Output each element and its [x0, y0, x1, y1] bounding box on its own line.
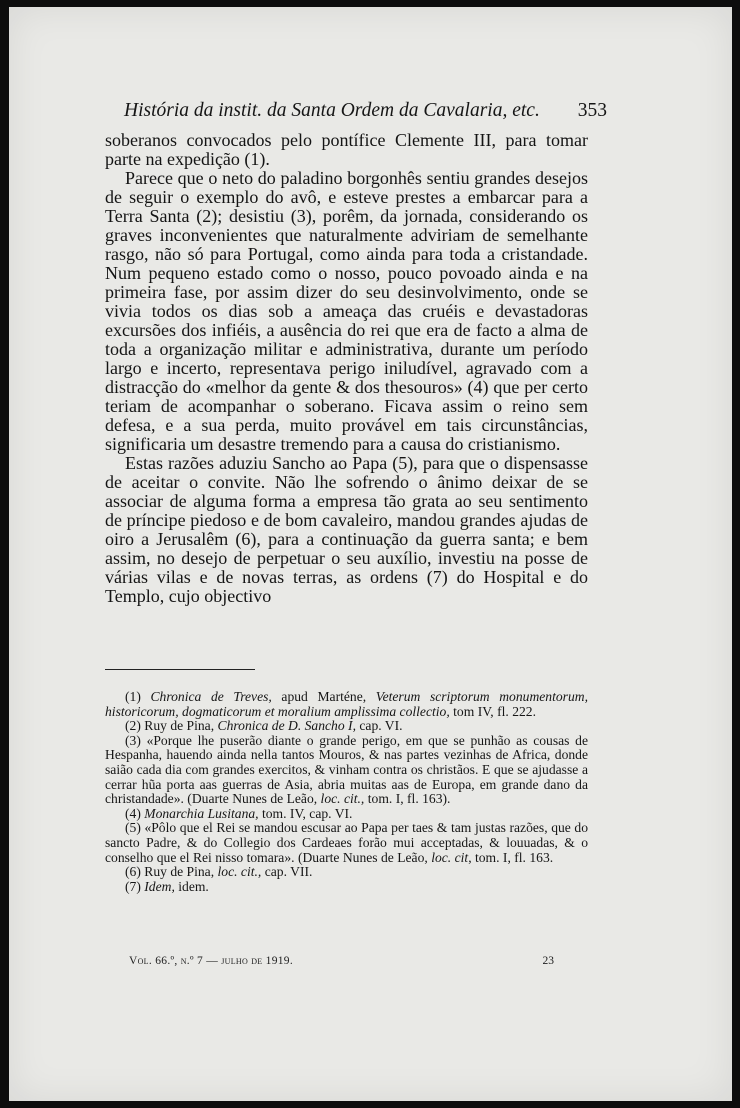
header-title: História da instit. da Santa Ordem da Cavalaria, etc. — [124, 100, 540, 121]
paragraph-3: Estas razões aduziu Sancho ao Papa (5), para que o dispensasse de aceitar o convite. Não lhe sofrendo o ânimo deixar de se associar de alguma forma a empresa tão grata ao seu sentimento de príncipe piedoso e de bom cavaleiro, mandou grandes ajudas de oiro a Jerusalêm (6), para a continuação da guerra santa; e bem assim, no desejo de perpetuar o seu auxílio, investiu na posse de várias vilas e de novas terras, as ordens (7) do Hospital e do Templo, cujo objectivo — [105, 453, 588, 606]
main-text — [105, 131, 588, 606]
paragraph-2: Parece que o neto do paladino borgonhês sentiu grandes desejos de seguir o exemplo do avô, e esteve prestes a embarcar para a Terra Santa (2); desistiu (3), porêm, da jornada, considerando os graves inconvenientes que naturalmente adviriam de semelhante rasgo, não só para Portugal, como ainda para toda a cristandade. Num pequeno estado como o nosso, pouco povoado ainda e na primeira fase, por assim dizer do seu desinvolvimento, onde se vivia todos os dias sob a ameaça das cruéis e devastadoras excursões dos infiéis, a ausência do rei que era de facto a alma de toda a organização militar e administrativa, durante um período largo e incerto, representava perigo iniludível, agravado com a distracção do «melhor da gente & dos thesouros» (4) que per certo teriam de acompanhar o soberano. Ficava assim o reino sem defesa, e a sua perda, muito provável em tais circunstâncias, significaria um desastre tremendo para a causa do cristianismo. — [105, 168, 588, 454]
footnote-rule — [105, 669, 255, 670]
footnotes — [105, 690, 588, 894]
footnote-1: (1) Chronica de Treves, apud Marténe, Veterum scriptorum monumentorum, historicorum, dogmaticorum et moralium amplissima collectio, tom IV, fl. 222. — [105, 689, 588, 719]
page-footer — [129, 955, 554, 967]
paragraph-1: soberanos convocados pelo pontífice Clemente III, para tomar parte na expedição (1). — [105, 130, 588, 169]
footnote-3: (3) «Porque lhe puserão diante o grande perigo, em que se punhão as cousas de Hespanha, hauendo ainda nella tantos Mouros, & nas partes vezinhas de Africa, donde saião cada dia com grandes exercitos, & vinham contra os christãos. E que se ajudasse a cerrar hũa porta aas guerras de Asia, abria muitas aas de Europa, em grande dano da christandade». (Duarte Nunes de Leão, loc. cit., tom. I, fl. 163). — [105, 732, 588, 807]
page-number: 353 — [577, 100, 607, 121]
volume-info: Vol. 66.º, n.º 7 — julho de 1919. — [129, 955, 294, 967]
signature-mark: 23 — [542, 955, 554, 967]
running-header — [124, 100, 607, 122]
footnote-4: (4) Monarchia Lusitana, tom. IV, cap. VI. — [125, 805, 353, 821]
footnote-5: (5) «Pôlo que el Rei se mandou escusar ao Papa per taes & tam justas razões, que do sancto Padre, & do Collegio dos Cardeaes forão mui acceptadas, & louuadas, & o conselho que el Rei nisso tomara». (Duarte Nunes de Leão, loc. cit, tom. I, fl. 163. — [105, 820, 588, 865]
footnote-2: (2) Ruy de Pina, Chronica de D. Sancho I, cap. VI. — [125, 718, 403, 734]
footnote-7: (7) Idem, idem. — [125, 878, 209, 894]
footnote-6: (6) Ruy de Pina, loc. cit., cap. VII. — [125, 864, 313, 880]
